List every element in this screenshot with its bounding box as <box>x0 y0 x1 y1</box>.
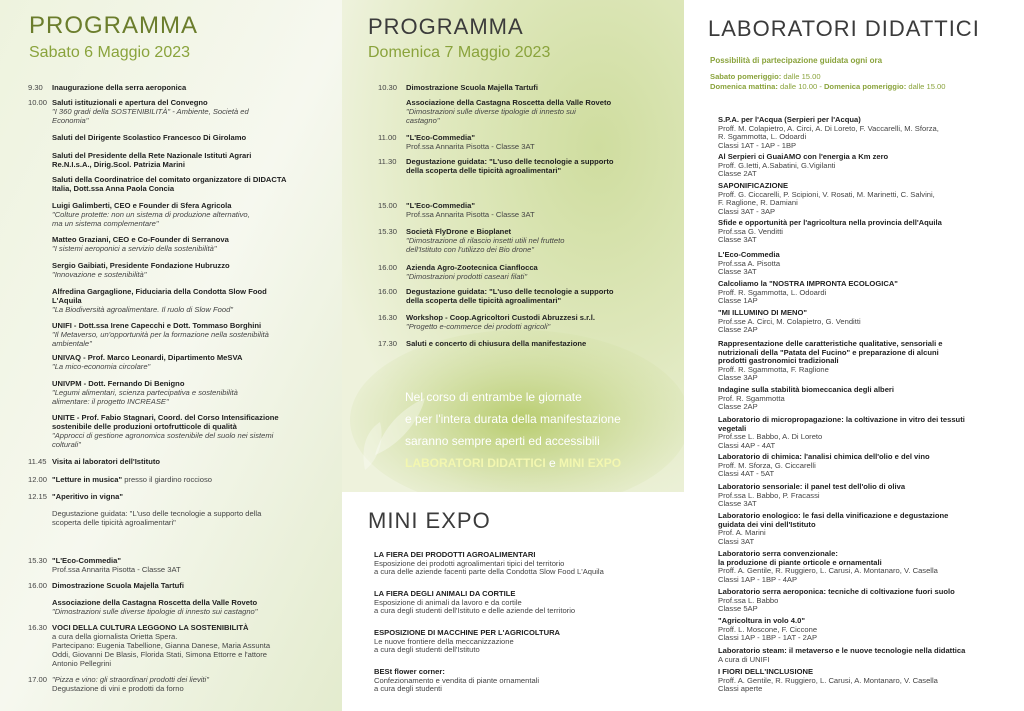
line-title: della scoperta delle tipicità agroalimentari" <box>406 295 562 305</box>
line-title: UNIVPM - Dott. Fernando Di Benigno <box>52 379 185 388</box>
event-highlight: "Letture in musica" <box>52 475 123 484</box>
event-time: 10.00 <box>28 98 48 107</box>
line-text: Partecipano: Eugenia Tabellione, Gianna Danese, Maria Assunta <box>52 640 271 650</box>
line-text: "La mico-economia circolare" <box>52 361 151 371</box>
lab-item <box>718 309 861 335</box>
line-text: colturali" <box>52 439 81 449</box>
line-text: "Dimostrazioni prodotti caseari filati" <box>406 271 528 281</box>
line-text: Prof. R. Sgammotta <box>718 393 785 403</box>
event-time: 16.00 <box>378 263 398 272</box>
line-title: Matteo Graziani, CEO e Co-Founder di Serranova <box>52 235 229 244</box>
line-title: "Agricoltura in volo 4.0" <box>718 616 805 625</box>
line-text: dell'Istituto con l'utilizzo dei Bio drone" <box>406 244 535 254</box>
sat-label: Sabato pomeriggio: <box>710 72 782 81</box>
event-body <box>406 158 614 176</box>
event-time: 16.00 <box>28 581 48 590</box>
line-title: SAPONIFICAZIONE <box>718 181 789 190</box>
lab-item <box>718 550 938 584</box>
note-line: saranno sempre aperti ed accessibili <box>405 434 600 448</box>
lab-item <box>718 340 943 383</box>
line-text: "Innovazione e sostenibilità" <box>52 269 147 279</box>
line-title: Associazione della Castagna Roscetta della Valle Roveto <box>52 598 258 607</box>
line-title: Saluti del Dirigente Scolastico Francesco Di Girolamo <box>52 133 247 142</box>
line-title: VOCI DELLA CULTURA LEGGONO LA SOSTENIBILITÀ <box>52 623 249 632</box>
event-rest: presso il giardino roccioso <box>122 475 212 484</box>
line-text: Proff. R. Sgammotta, L. Odoardi <box>718 287 827 297</box>
event-body <box>406 228 564 255</box>
line-text: scoperta delle tipicità agroalimentari" <box>52 517 176 527</box>
labs-title: LABORATORI DIDATTICI <box>708 16 980 41</box>
line-text: Classe 5AP <box>718 604 758 614</box>
line-title: "Aperitivo in vigna" <box>52 492 123 501</box>
event-body <box>52 236 229 254</box>
note-labs: LABORATORI DIDATTICI <box>405 456 546 470</box>
event-body <box>52 599 257 617</box>
labs-info <box>710 56 946 92</box>
line-text: Classe 3AT <box>718 267 757 277</box>
expo-item <box>374 551 604 577</box>
event-time: 17.00 <box>28 675 48 684</box>
line-text: Prof.ssa Annarita Pisotta - Classe 3AT <box>52 564 181 574</box>
line-title: Saluti e concerto di chiusura della manifestazione <box>406 339 587 348</box>
line-text: Classi 1AT - 1AP - 1BP <box>718 140 797 150</box>
event-body <box>52 414 279 450</box>
left-date: Sabato 6 Maggio 2023 <box>29 44 191 61</box>
expo-item-text: Confezionamento e vendita di piante ornamentali <box>374 675 540 685</box>
event-body <box>406 99 611 126</box>
line-text: Economia" <box>52 115 89 125</box>
line-title: I FIORI DELL'INCLUSIONE <box>718 667 814 676</box>
line-title: Sergio Gaibiati, Presidente Fondazione Hubruzzo <box>52 261 230 270</box>
lab-item <box>718 386 894 412</box>
event-body <box>52 262 230 280</box>
event-body <box>52 322 269 349</box>
sun-label-afternoon: Domenica pomeriggio: <box>823 82 907 91</box>
event-body <box>52 458 160 467</box>
line-text: "Dimostrazione di rilascio insetti utili nel frutteto <box>406 235 565 245</box>
line-text: Classe 3AP <box>718 373 758 383</box>
event-body <box>52 510 261 528</box>
line-title: Saluti del Presidente della Rete Nazionale Istituti Agrari <box>52 151 252 160</box>
lab-item <box>718 116 939 150</box>
event-time: 11.00 <box>378 133 397 142</box>
line-title: Laboratorio steam: il metaverso e le nuove tecnologie nella didattica <box>718 646 966 655</box>
line-title: Saluti della Coordinatrice del comitato organizzatore di DIDACTA <box>52 175 287 184</box>
line-text: "I 360 gradi della SOSTENIBILITÀ" - Ambiente, Società ed <box>52 106 249 116</box>
note-line: Nel corso di entrambe le giornate <box>405 390 582 404</box>
line-text: ambientale" <box>52 338 92 348</box>
line-text: Prof.ssa G. Venditti <box>718 226 783 236</box>
line-title: Laboratorio enologico: le fasi della vinificazione e degustazione <box>718 511 949 520</box>
line-title: nutrizionali della "Patata del Fucino" e preparazione di alcuni <box>718 347 939 357</box>
line-title: della scoperta delle tipicità agroalimentari" <box>406 165 562 175</box>
event-time: 9.30 <box>28 83 43 92</box>
line-text: Proff. A. Gentile, R. Ruggiero, L. Carusi, A. Montanaro, V. Casella <box>718 675 938 685</box>
expo-item-text: Esposizione di animali da lavoro e da cortile <box>374 597 522 607</box>
lab-item <box>718 219 942 245</box>
line-text: Degustazione di vini e prodotti da forno <box>52 683 184 693</box>
line-title: Visita ai laboratori dell'Istituto <box>52 457 160 466</box>
line-title: Al Serpieri ci GuaiAMO con l'energia a Km zero <box>718 152 889 161</box>
line-title: L'Aquila <box>52 295 82 305</box>
middle-header <box>368 14 550 62</box>
event-body <box>52 493 123 502</box>
line-text: Prof.sse L. Babbo, A. Di Loreto <box>718 432 823 442</box>
line-text: Proff. M. Colapietro, A. Circi, A. Di Loreto, F. Vaccarelli, M. Sforza, <box>718 123 939 133</box>
line-title: Laboratorio sensoriale: il panel test dell'olio di oliva <box>718 482 906 491</box>
note-and: e <box>549 456 556 470</box>
lab-item <box>718 512 948 546</box>
line-text: Classe 2AP <box>718 402 758 412</box>
note-line: e per l'intera durata della manifestazione <box>405 412 621 426</box>
line-title: Associazione della Castagna Roscetta della Valle Roveto <box>406 98 612 107</box>
expo-item-text: a cura degli studenti <box>374 684 442 694</box>
line-text: Prof. A. Marini <box>718 528 766 538</box>
event-time: 11.30 <box>378 157 397 166</box>
event-time: 12.00 <box>28 475 48 484</box>
line-title: la produzione di piante orticole e ornamentali <box>718 557 882 567</box>
line-text: Prof.ssa L. Babbo <box>718 595 779 605</box>
line-text: Classe 3AT <box>718 499 757 509</box>
line-text: Classe 2AT <box>718 169 757 179</box>
event-time: 11.45 <box>28 457 47 466</box>
line-title: Sfide e opportunità per l'agricoltura nella provincia dell'Aquila <box>718 218 942 227</box>
line-title: "L'Eco-Commedia" <box>52 556 121 565</box>
mini-expo-header <box>368 508 491 534</box>
line-title: Workshop - Coop.Agricoltori Custodi Abruzzesi s.r.l. <box>406 313 596 322</box>
line-title: Dimostrazione Scuola Majella Tartufi <box>406 83 538 92</box>
line-text: Prof.ssa Annarita Pisotta - Classe 3AT <box>406 141 535 151</box>
line-text: "Progetto e-commerce dei prodotti agricoli" <box>406 321 551 331</box>
event-time: 15.30 <box>378 227 398 236</box>
line-title: S.P.A. per l'Acqua (Serpieri per l'Acqua) <box>718 115 861 124</box>
event-body <box>406 340 586 349</box>
line-text: Prof.ssa Annarita Pisotta - Classe 3AT <box>406 209 535 219</box>
line-title: Dimostrazione Scuola Majella Tartufi <box>52 581 184 590</box>
line-text: Proff. A. Gentile, R. Ruggiero, L. Carusi, A. Montanaro, V. Casella <box>718 566 938 576</box>
expo-item <box>374 668 539 694</box>
line-text: "Pizza e vino: gli straordinari prodotti dei lieviti" <box>52 675 209 684</box>
expo-item <box>374 629 560 655</box>
lab-item <box>718 483 905 509</box>
expo-item-text: Le nuove frontiere della meccanizzazione <box>374 636 514 646</box>
lab-item <box>718 453 930 479</box>
event-time: 16.30 <box>28 623 48 632</box>
line-text: "La Biodiversità agroalimentare. Il ruolo di Slow Food" <box>52 304 233 314</box>
lab-item <box>718 182 935 216</box>
line-text: Classi 4AT - 5AT <box>718 469 775 479</box>
expo-item-title: LA FIERA DEI PRODOTTI AGROALIMENTARI <box>374 550 536 559</box>
event-time: 15.00 <box>378 201 398 210</box>
line-text: Classe 1AP <box>718 296 758 306</box>
line-text: Prof.ssa A. Pisotta <box>718 258 781 268</box>
event-body <box>52 557 181 575</box>
line-text: Prof.ssa L. Babbo, P. Fracassi <box>718 490 820 500</box>
line-title: Degustazione guidata: "L'uso delle tecnologie a supporto <box>406 287 614 296</box>
line-title: Laboratorio serra convenzionale: <box>718 549 838 558</box>
sat-time: dalle 15.00 <box>781 72 821 81</box>
labs-saturday <box>710 72 946 82</box>
line-text: "Legumi alimentari, scienza partecipativa e sostenibilità <box>52 387 238 397</box>
line-title: Degustazione guidata: "L'uso delle tecnologie a supporto <box>406 157 614 166</box>
line-text: Classe 3AT <box>718 235 757 245</box>
line-text: Classi 1AP - 1BP - 1AT - 2AP <box>718 633 818 643</box>
line-text: "Dimostrazioni sulle diverse tipologie di innesto sui castagno" <box>52 606 258 616</box>
note-expo: MINI EXPO <box>559 456 622 470</box>
line-title: prodotti gastronomici tradizionali <box>718 356 839 366</box>
event-body <box>52 582 184 591</box>
lab-item <box>718 617 817 643</box>
line-title: Luigi Galimberti, CEO e Founder di Sfera Agricola <box>52 201 232 210</box>
event-body <box>406 84 538 93</box>
line-text: Proff. G. Ciccarelli, P. Scipioni, V. Rosati, M. Marinetti, C. Salvini, <box>718 189 935 199</box>
line-text: "Approcci di gestione agronomica sostenibile del suolo nei sistemi <box>52 430 274 440</box>
line-title: UNIFI - Dott.ssa Irene Capecchi e Dott. Tommaso Borghini <box>52 321 262 330</box>
line-title: "L'Eco-Commedia" <box>406 133 475 142</box>
event-body <box>406 202 535 220</box>
event-body <box>406 288 614 306</box>
expo-item-text: a cura delle aziende facenti parte della Condotta Slow Food L'Aquila <box>374 567 604 577</box>
line-text: "Il Metaverso, un'opportunità per la formazione nella sostenibilità <box>52 329 269 339</box>
expo-item <box>374 590 575 616</box>
line-text: Proff. R. Sgammotta, F. Raglione <box>718 364 829 374</box>
line-text: Classi aperte <box>718 684 763 694</box>
line-text: Degustazione guidata: "L'uso delle tecnologie a supporto della <box>52 509 262 518</box>
line-title: Re.N.I.s.A., Dirig.Scol. Patrizia Marini <box>52 159 185 169</box>
open-labs-note <box>405 386 621 474</box>
line-text: Classi 3AT - 3AP <box>718 206 776 216</box>
middle-title: PROGRAMMA <box>368 14 524 39</box>
line-title: Laboratorio di micropropagazione: la coltivazione in vitro dei tessuti <box>718 415 965 424</box>
event-body <box>52 99 249 126</box>
line-text: ma un sistema complementare" <box>52 218 159 228</box>
event-body <box>52 134 246 143</box>
line-text: "Colture protette: non un sistema di produzione alternativo, <box>52 209 250 219</box>
line-text: alimentare: il progetto INCREASE" <box>52 396 169 406</box>
line-title: Alfredina Gargaglione, Fiduciaria della Condotta Slow Food <box>52 287 267 296</box>
expo-item-text: Esposizione dei prodotti agroalimentari tipici del territorio <box>374 558 565 568</box>
line-text: Antonio Pellegrini <box>52 658 112 668</box>
line-text: Proff. L. Moscone, F. Ciccone <box>718 624 818 634</box>
expo-item-title: BESt flower corner: <box>374 667 445 676</box>
line-title: Italia, Dott.ssa Anna Paola Concia <box>52 183 175 193</box>
expo-item-title: LA FIERA DEGLI ANIMALI DA CORTILE <box>374 589 516 598</box>
event-body <box>52 476 212 485</box>
event-time: 17.30 <box>378 339 398 348</box>
event-body <box>52 176 286 194</box>
line-title: "MI ILLUMINO DI MENO" <box>718 308 808 317</box>
line-title: Indagine sulla stabilità biomeccanica degli alberi <box>718 385 894 394</box>
event-body <box>52 676 209 694</box>
event-time: 16.30 <box>378 313 398 322</box>
line-text: castagno" <box>406 115 440 125</box>
event-time: 16.00 <box>378 287 398 296</box>
lab-item <box>718 647 965 664</box>
line-text: "Dimostrazioni sulle diverse tipologie di innesto sui <box>406 106 576 116</box>
lab-item <box>718 251 780 277</box>
event-line <box>52 476 212 485</box>
line-title: L'Eco-Commedia <box>718 250 780 259</box>
event-body <box>52 202 250 229</box>
middle-date: Domenica 7 Maggio 2023 <box>368 44 551 61</box>
expo-item-text: a cura degli studenti dell'Istituto <box>374 645 480 655</box>
line-title: Azienda Agro-Zootecnica Cianflocca <box>406 263 538 272</box>
line-title: UNIVAQ - Prof. Marco Leonardi, Dipartimento MeSVA <box>52 353 243 362</box>
lab-item <box>718 153 888 179</box>
mini-expo-title: MINI EXPO <box>368 508 491 533</box>
event-time: 15.30 <box>28 556 48 565</box>
line-title: Saluti istituzionali e apertura del Convegno <box>52 98 208 107</box>
sun-time-morning: dalle 10.00 - <box>777 82 824 91</box>
line-title: Rappresentazione delle caratteristiche qualitative, sensoriali e <box>718 339 943 348</box>
lab-item <box>718 416 965 450</box>
line-text: "I sistemi aeroponici a servizio della sostenibilità" <box>52 243 217 253</box>
line-text: R. Sgammotta, L. Odoardi <box>718 132 807 142</box>
event-body <box>52 624 270 669</box>
line-text: A cura di UNIFI <box>718 654 770 664</box>
left-header <box>29 12 198 62</box>
line-title: Inaugurazione della serra aeroponica <box>52 83 187 92</box>
event-body <box>52 84 186 93</box>
event-time: 12.15 <box>28 492 48 501</box>
line-text: F. Raglione, R. Damiani <box>718 198 798 208</box>
expo-item-text: a cura degli studenti dell'Istituto e delle aziende del territorio <box>374 606 576 616</box>
line-title: Laboratorio serra aeroponica: tecniche di coltivazione fuori suolo <box>718 587 955 596</box>
event-body <box>52 152 251 170</box>
lab-item <box>718 588 955 614</box>
labs-header <box>708 16 980 42</box>
sun-time-afternoon: dalle 15.00 <box>906 82 946 91</box>
sun-label-morning: Domenica mattina: <box>710 82 778 91</box>
lab-item <box>718 668 938 694</box>
event-body <box>52 288 267 315</box>
line-title: "L'Eco-Commedia" <box>406 201 475 210</box>
line-title: Laboratorio di chimica: l'analisi chimica dell'olio e del vino <box>718 452 930 461</box>
line-text: a cura della giornalista Orietta Spera. <box>52 631 178 641</box>
line-title: UNITE - Prof. Fabio Stagnari, Coord. del Corso Intensificazione <box>52 413 279 422</box>
line-text: Oddi, Giovanni De Blasis, Florida Stati, Simona Ettorre e l'attore <box>52 649 268 659</box>
event-body <box>406 134 535 152</box>
left-title: PROGRAMMA <box>29 12 199 39</box>
event-body <box>52 354 242 372</box>
line-title: sostenibile delle produzioni ortofrutticole di qualità <box>52 421 237 431</box>
line-text: Classi 4AP - 4AT <box>718 440 776 450</box>
line-text: Prof.sse A. Circi, M. Colapietro, G. Venditti <box>718 316 861 326</box>
line-text: Classi 1AP - 1BP - 4AP <box>718 574 798 584</box>
labs-subtitle: Possibilità di partecipazione guidata ogni ora <box>710 56 883 65</box>
line-text: Classi 3AT <box>718 536 755 546</box>
line-title: Società FlyDrone e Bioplanet <box>406 227 512 236</box>
line-text: Proff. G.Ietti, A.Sabatini, G.Vigilanti <box>718 160 836 170</box>
event-body <box>52 380 238 407</box>
lab-item <box>718 280 898 306</box>
line-title: Calcoliamo la "NOSTRA IMPRONTA ECOLOGICA" <box>718 279 898 288</box>
event-body <box>406 314 595 332</box>
line-title: guidata dei vini dell'Istituto <box>718 519 816 529</box>
line-text: Classe 2AP <box>718 325 758 335</box>
event-body <box>406 264 538 282</box>
event-time: 10.30 <box>378 83 398 92</box>
expo-item-title: ESPOSIZIONE DI MACCHINE PER L'AGRICOLTURA <box>374 628 561 637</box>
line-text: Proff. M. Sforza, G. Ciccarelli <box>718 460 816 470</box>
line-title: vegetali <box>718 423 747 433</box>
labs-sunday <box>710 82 946 92</box>
